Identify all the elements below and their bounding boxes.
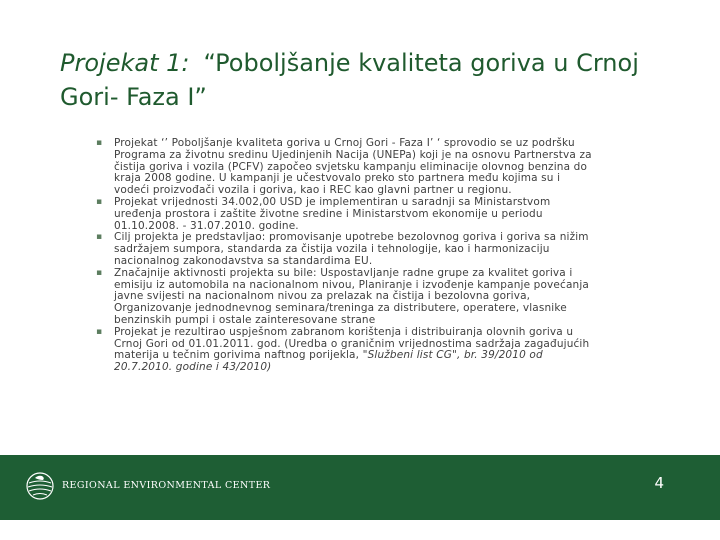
bullet-text: Cilj projekta je predstavljao: promovisanje upotrebe bezolovnog goriva i goriva sa nižim sadržajem sumpora, standarda za čistija vozila i tehnologije, kao i harmonizaciju nacionalnog zakonodavstva sa standardima EU.: [114, 231, 589, 267]
slide-title: [60, 46, 700, 114]
bullet-icon: ▪: [96, 196, 103, 207]
footer-bar: [0, 455, 720, 520]
bullet-citation: "Službeni list CG", br. 39/2010 od 20.7.2010. godine i 43/2010): [114, 349, 543, 374]
bullet-item: [96, 197, 596, 232]
slide-title-text: “Poboljšanje kvaliteta goriva u Crnoj Gori- Faza I”: [60, 49, 639, 111]
slide-title-lead: Projekat 1:: [60, 49, 190, 77]
bullet-icon: ▪: [96, 326, 103, 337]
bullet-icon: ▪: [96, 267, 103, 278]
bullet-item: [96, 138, 596, 197]
bullet-text: Značajnije aktivnosti projekta su bile: Uspostavljanje radne grupe za kvalitet goriva i emisiju iz automobila na nacionalnom nivou, Planiranje i izvođenje kampanje povećanja javne svijesti na nacionalnom nivou za prelazak na čistija i bezolovna goriva, Organizovanje jednodnevnog seminara/treninga za distributere, operatere, vlasnike benzinskih pumpi i ostale zainteresovane strane: [114, 266, 589, 326]
bullet-text: Projekat vrijednosti 34.002,00 USD je implementiran u saradnji sa Ministarstvom uređenja prostora i zaštite životne sredine i Ministarstvom ekonomije u periodu 01.10.2008. - 31.07.2010. godine.: [114, 195, 551, 232]
organization-name: REGIONAL ENVIRONMENTAL CENTER: [62, 480, 271, 491]
rec-globe-logo-icon: [24, 470, 56, 502]
page-number: 4: [654, 474, 664, 492]
bullet-list: [96, 138, 596, 374]
bullet-text: Projekat ‘’ Poboljšanje kvaliteta goriva u Crnoj Gori - Faza I’ ‘ sprovodio se uz podršku Programa za životnu sredinu Ujedinjenih Nacija (UNEPa) koji je na osnovu Partnerstva za čistija goriva i vozila (PCFV) započeo svjetsku kampanju eliminacije olovnog benzina do kraja 2008 godine. U kampanji je učestvovalo preko sto partnera među kojima su i vodeći proizvođači vozila i goriva, kao i REC kao glavni partner u regionu.: [114, 137, 592, 197]
bullet-item: [96, 268, 596, 327]
bullet-text: Projekat je rezultirao uspješnom zabranom korištenja i distribuiranja olovnih goriva u Crnoj Gori od 01.01.2011. god. (Uredba o graničnim vrijednostima sadržaja zagađujućih materija u tečnim gorivima naftnog porijekla,: [114, 325, 590, 362]
bullet-item: [96, 232, 596, 267]
bullet-icon: ▪: [96, 232, 103, 243]
bullet-icon: ▪: [96, 138, 103, 148]
bullet-item: [96, 327, 596, 374]
